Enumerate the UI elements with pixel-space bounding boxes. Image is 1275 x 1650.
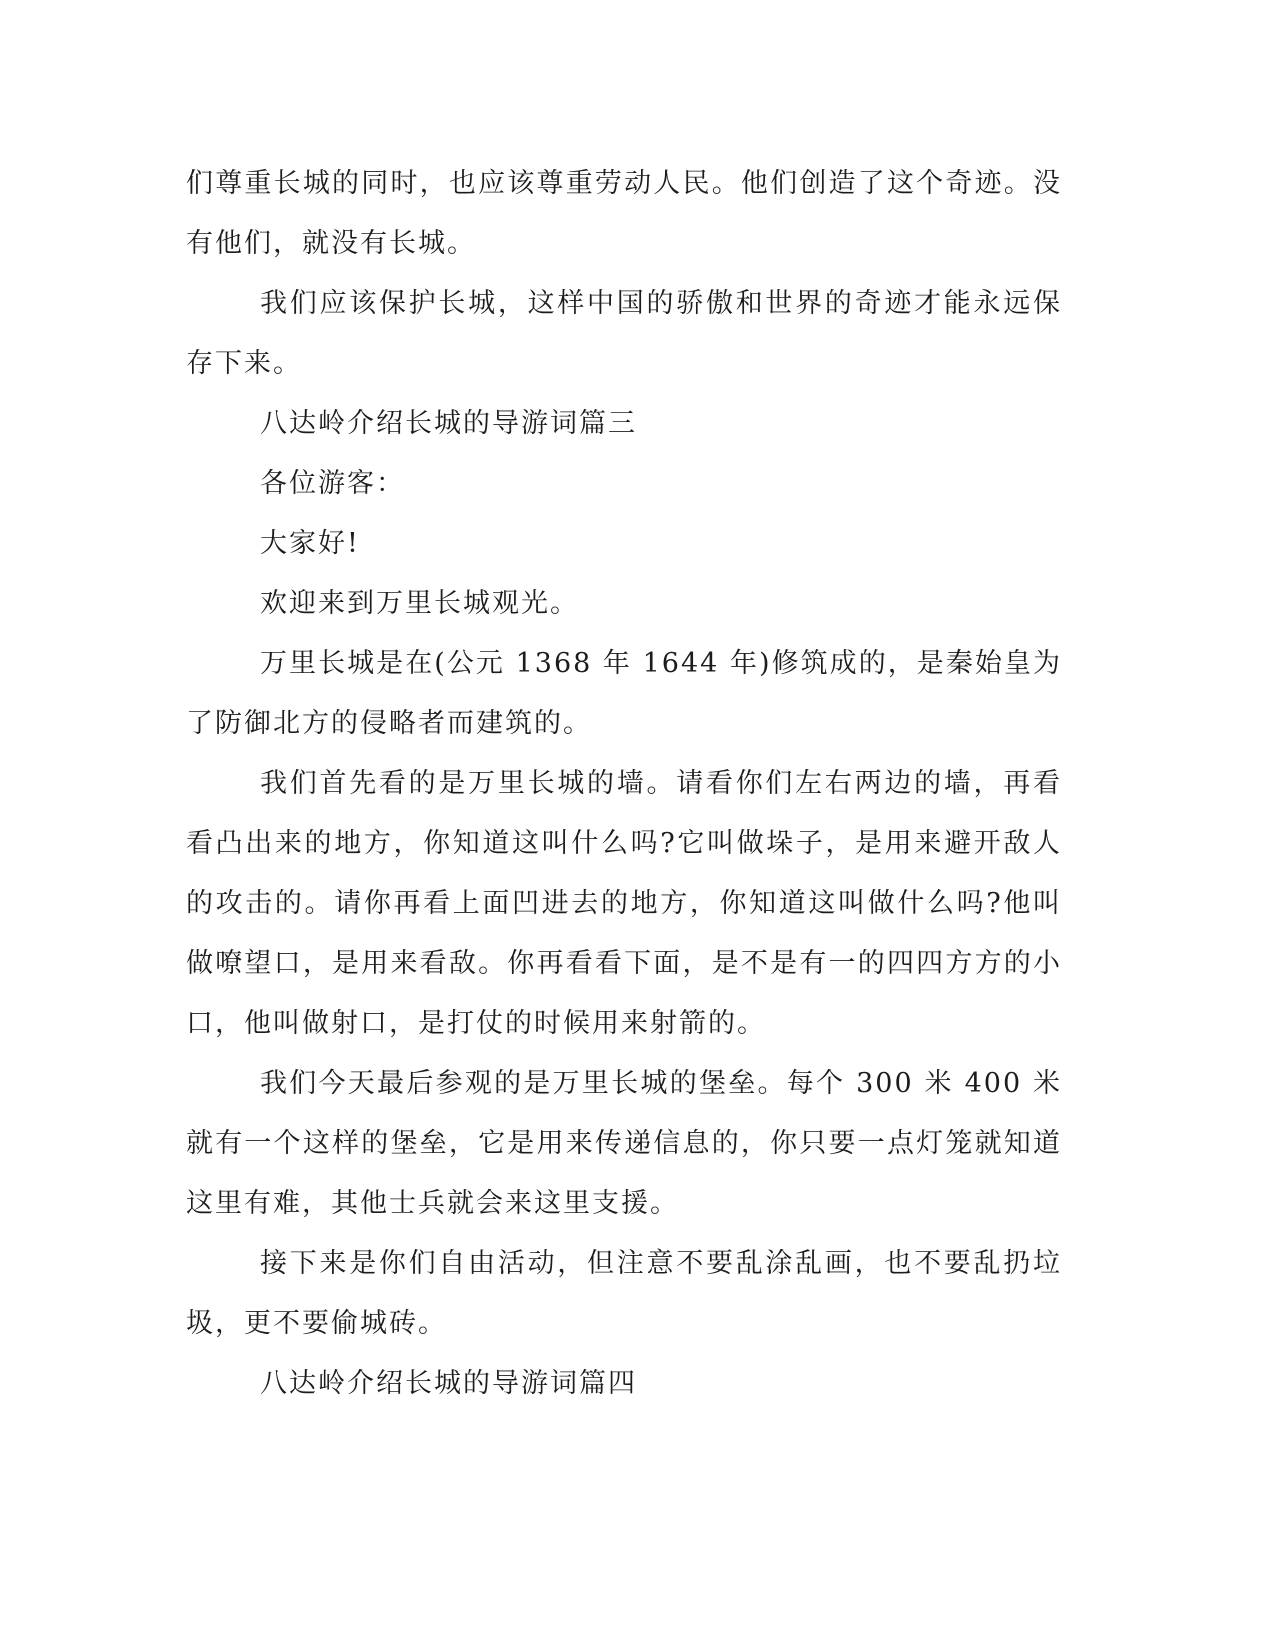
paragraph-continuation: 们尊重长城的同时，也应该尊重劳动人民。他们创造了这个奇迹。没有他们，就没有长城。	[186, 168, 1062, 259]
paragraph-protect-wall: 我们应该保护长城，这样中国的骄傲和世界的奇迹才能永远保存下来。	[186, 288, 1062, 379]
greeting-hello: 大家好!	[260, 528, 360, 559]
paragraph-history: 万里长城是在(公元 1368 年 1644 年)修筑成的，是秦始皇为了防御北方的侵略者而建筑的。	[186, 648, 1062, 739]
section-heading-part-three: 八达岭介绍长城的导游词篇三	[260, 408, 637, 439]
paragraph-fortress: 我们今天最后参观的是万里长城的堡垒。每个 300 米 400 米就有一个这样的堡垒，它是用来传递信息的，你只要一点灯笼就知道这里有难，其他士兵就会来这里支援。	[186, 1068, 1062, 1219]
paragraph-walls: 我们首先看的是万里长城的墙。请看你们左右两边的墙，再看看凸出来的地方，你知道这叫什么吗?它叫做垛子，是用来避开敌人的攻击的。请你再看上面凹进去的地方，你知道这叫做什么吗?他叫做嘹望口，是用来看敌。你再看看下面，是不是有一的四四方方的小口，他叫做射口，是打仗的时候用来射箭的。	[186, 768, 1062, 1039]
section-heading-part-four: 八达岭介绍长城的导游词篇四	[260, 1368, 637, 1399]
greeting-visitors: 各位游客：	[260, 468, 405, 499]
paragraph-welcome: 欢迎来到万里长城观光。	[260, 588, 579, 619]
body-text	[186, 154, 1062, 1414]
paragraph-free-activity: 接下来是你们自由活动，但注意不要乱涂乱画，也不要乱扔垃圾，更不要偷城砖。	[186, 1248, 1062, 1339]
